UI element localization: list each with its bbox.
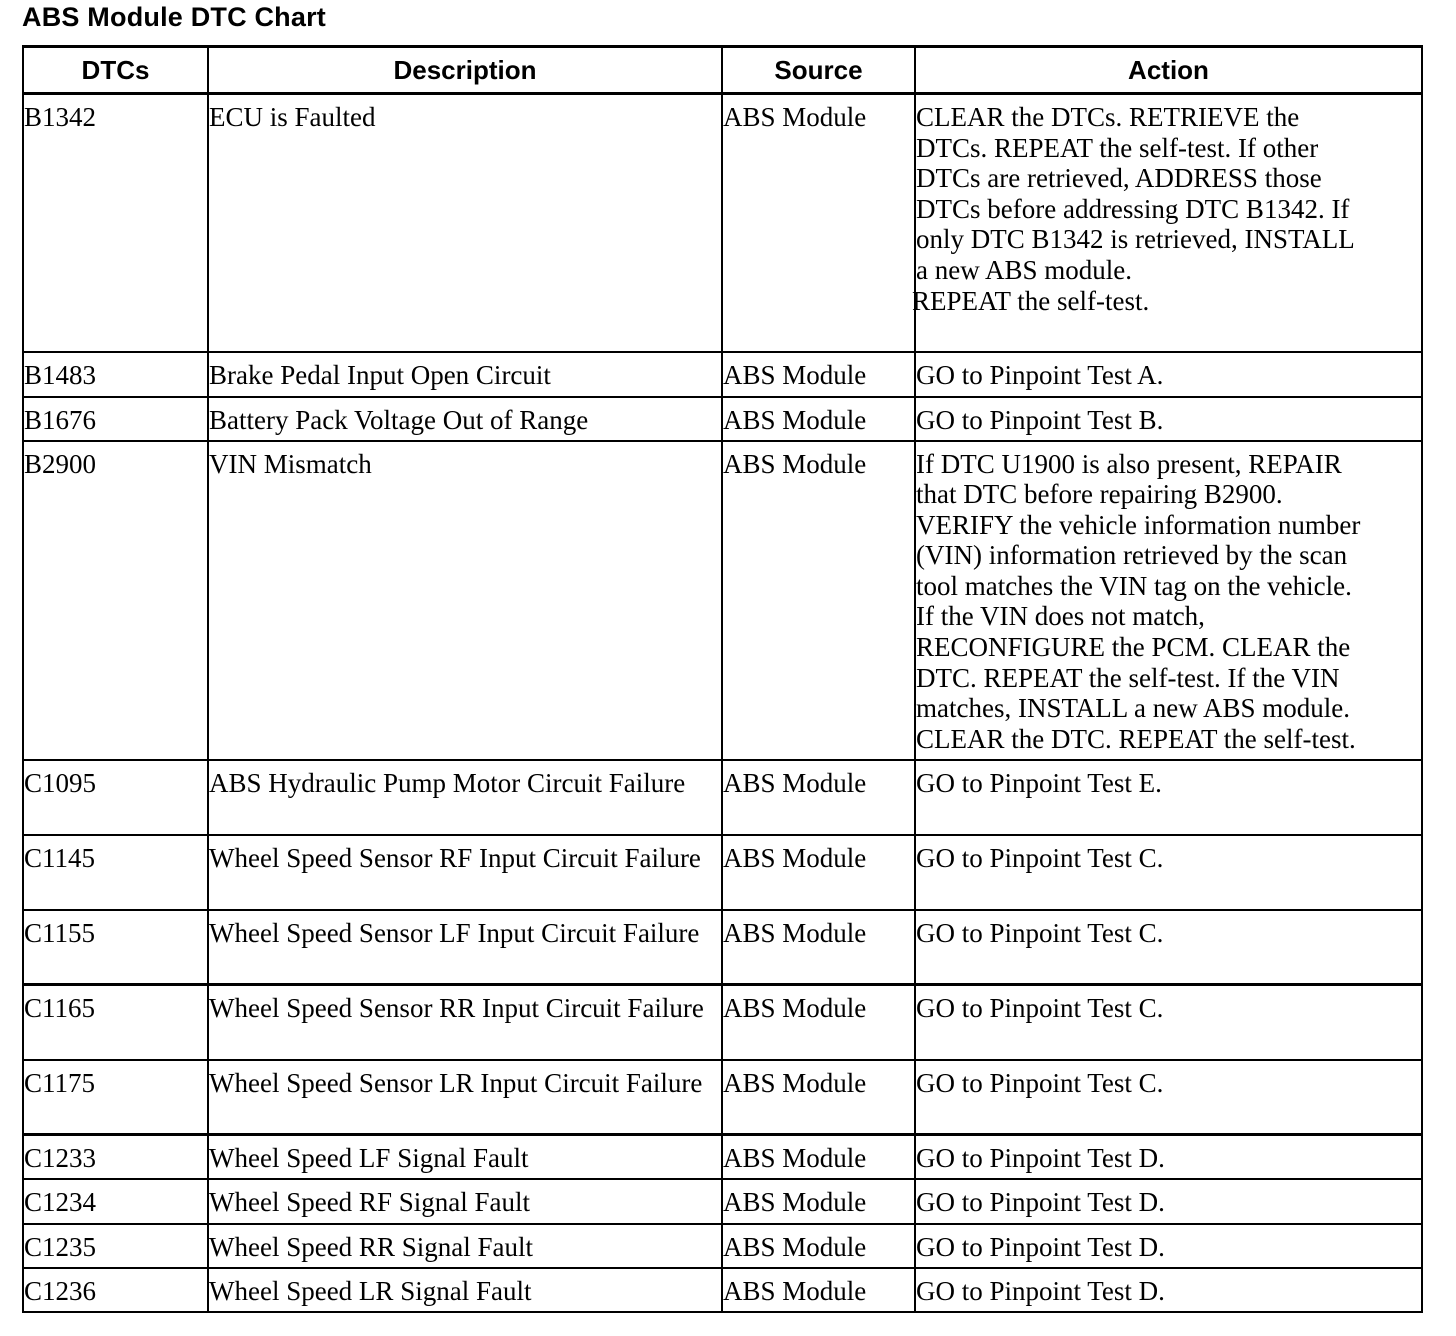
action-line: GO to Pinpoint Test D.	[916, 1275, 1165, 1306]
dtc-code-cell: C1175	[23, 1060, 208, 1135]
source-cell: ABS Module	[722, 1060, 915, 1135]
dtc-code-cell: C1145	[23, 835, 208, 910]
dtc-code-cell: C1236	[23, 1268, 208, 1312]
action-line: GO to Pinpoint Test C.	[916, 1067, 1164, 1098]
action-line: GO to Pinpoint Test A.	[916, 359, 1164, 390]
action-line: GO to Pinpoint Test B.	[916, 404, 1164, 435]
source-cell: ABS Module	[722, 352, 915, 397]
description-cell: Wheel Speed LF Signal Fault	[208, 1135, 722, 1179]
header-dtcs: DTCs	[23, 47, 208, 94]
table-header-row	[23, 47, 1422, 94]
action-cell	[915, 910, 1422, 985]
action-line: GO to Pinpoint Test D.	[916, 1231, 1165, 1262]
dtc-code-cell: C1165	[23, 985, 208, 1060]
action-line: DTCs before addressing DTC B1342. If	[916, 193, 1350, 224]
source-cell: ABS Module	[722, 760, 915, 835]
action-line: RECONFIGURE the PCM. CLEAR the	[916, 632, 1351, 663]
header-action: Action	[915, 47, 1422, 94]
table-body	[23, 94, 1422, 1312]
action-cell	[915, 352, 1422, 397]
dtc-table	[22, 45, 1423, 1313]
description-cell: Wheel Speed Sensor RR Input Circuit Failure	[208, 985, 722, 1060]
action-line: that DTC before repairing B2900.	[916, 479, 1283, 510]
action-line: a new ABS module.	[916, 254, 1132, 285]
table-row	[23, 985, 1422, 1060]
source-cell: ABS Module	[722, 94, 915, 352]
source-cell: ABS Module	[722, 1268, 915, 1312]
description-cell: Wheel Speed LR Signal Fault	[208, 1268, 722, 1312]
source-cell: ABS Module	[722, 835, 915, 910]
table-row	[23, 1135, 1422, 1179]
table-row	[23, 441, 1422, 760]
dtc-code-cell: C1234	[23, 1179, 208, 1224]
action-cell	[915, 985, 1422, 1060]
action-line: GO to Pinpoint Test C.	[916, 842, 1164, 873]
source-cell: ABS Module	[722, 1135, 915, 1179]
page-title: ABS Module DTC Chart	[22, 2, 326, 32]
action-line: matches, INSTALL a new ABS module.	[916, 693, 1351, 724]
dtc-code-cell: C1233	[23, 1135, 208, 1179]
source-cell: ABS Module	[722, 1179, 915, 1224]
description-cell: Wheel Speed Sensor LR Input Circuit Failure	[208, 1060, 722, 1135]
description-cell: Wheel Speed Sensor LF Input Circuit Failure	[208, 910, 722, 985]
action-line: If the VIN does not match,	[916, 601, 1205, 632]
description-cell: ECU is Faulted	[208, 94, 722, 352]
header-source: Source	[722, 47, 915, 94]
dtc-code-cell: C1235	[23, 1224, 208, 1268]
description-cell: Wheel Speed RR Signal Fault	[208, 1224, 722, 1268]
table-row	[23, 397, 1422, 441]
action-line: REPEAT the self-test.	[912, 285, 1150, 316]
action-line: CLEAR the DTCs. RETRIEVE the	[916, 102, 1300, 132]
description-cell: Battery Pack Voltage Out of Range	[208, 397, 722, 441]
action-line: tool matches the VIN tag on the vehicle.	[916, 570, 1352, 601]
action-line: DTC. REPEAT the self-test. If the VIN	[916, 662, 1340, 693]
table-row	[23, 1179, 1422, 1224]
table-row	[23, 1224, 1422, 1268]
table-row	[23, 1268, 1422, 1312]
description-cell: Wheel Speed Sensor RF Input Circuit Failure	[208, 835, 722, 910]
action-line: GO to Pinpoint Test D.	[916, 1143, 1165, 1173]
action-line: DTCs. REPEAT the self-test. If other	[916, 132, 1319, 163]
action-cell	[915, 835, 1422, 910]
dtc-code-cell: B1342	[23, 94, 208, 352]
dtc-code-cell: C1155	[23, 910, 208, 985]
dtc-code-cell: B1483	[23, 352, 208, 397]
action-cell	[915, 1179, 1422, 1224]
source-cell: ABS Module	[722, 910, 915, 985]
action-line: GO to Pinpoint Test C.	[916, 993, 1164, 1023]
action-cell	[915, 760, 1422, 835]
action-cell	[915, 441, 1422, 760]
source-cell: ABS Module	[722, 1224, 915, 1268]
description-cell: ABS Hydraulic Pump Motor Circuit Failure	[208, 760, 722, 835]
source-cell: ABS Module	[722, 441, 915, 760]
action-line: GO to Pinpoint Test C.	[916, 917, 1164, 948]
dtc-code-cell: B1676	[23, 397, 208, 441]
table-row	[23, 1060, 1422, 1135]
dtc-code-cell: C1095	[23, 760, 208, 835]
action-line: (VIN) information retrieved by the scan	[916, 540, 1348, 571]
table-row	[23, 94, 1422, 352]
action-cell	[915, 397, 1422, 441]
source-cell: ABS Module	[722, 985, 915, 1060]
table-row	[23, 835, 1422, 910]
dtc-code-cell: B2900	[23, 441, 208, 760]
action-line: DTCs are retrieved, ADDRESS those	[916, 163, 1322, 194]
source-cell: ABS Module	[722, 397, 915, 441]
table-row	[23, 760, 1422, 835]
table-row	[23, 352, 1422, 397]
action-cell	[915, 1268, 1422, 1312]
action-cell	[915, 1224, 1422, 1268]
header-description: Description	[208, 47, 722, 94]
table-row	[23, 910, 1422, 985]
action-line: GO to Pinpoint Test E.	[916, 767, 1162, 798]
action-line: GO to Pinpoint Test D.	[916, 1186, 1165, 1217]
description-cell: VIN Mismatch	[208, 441, 722, 760]
action-line: only DTC B1342 is retrieved, INSTALL	[916, 224, 1355, 255]
action-line: CLEAR the DTC. REPEAT the self-test.	[916, 723, 1356, 754]
action-line: If DTC U1900 is also present, REPAIR	[916, 448, 1342, 479]
action-cell	[915, 1060, 1422, 1135]
action-cell	[912, 94, 1422, 352]
action-line: VERIFY the vehicle information number	[916, 509, 1361, 540]
action-cell	[915, 1135, 1422, 1179]
description-cell: Brake Pedal Input Open Circuit	[208, 352, 722, 397]
description-cell: Wheel Speed RF Signal Fault	[208, 1179, 722, 1224]
